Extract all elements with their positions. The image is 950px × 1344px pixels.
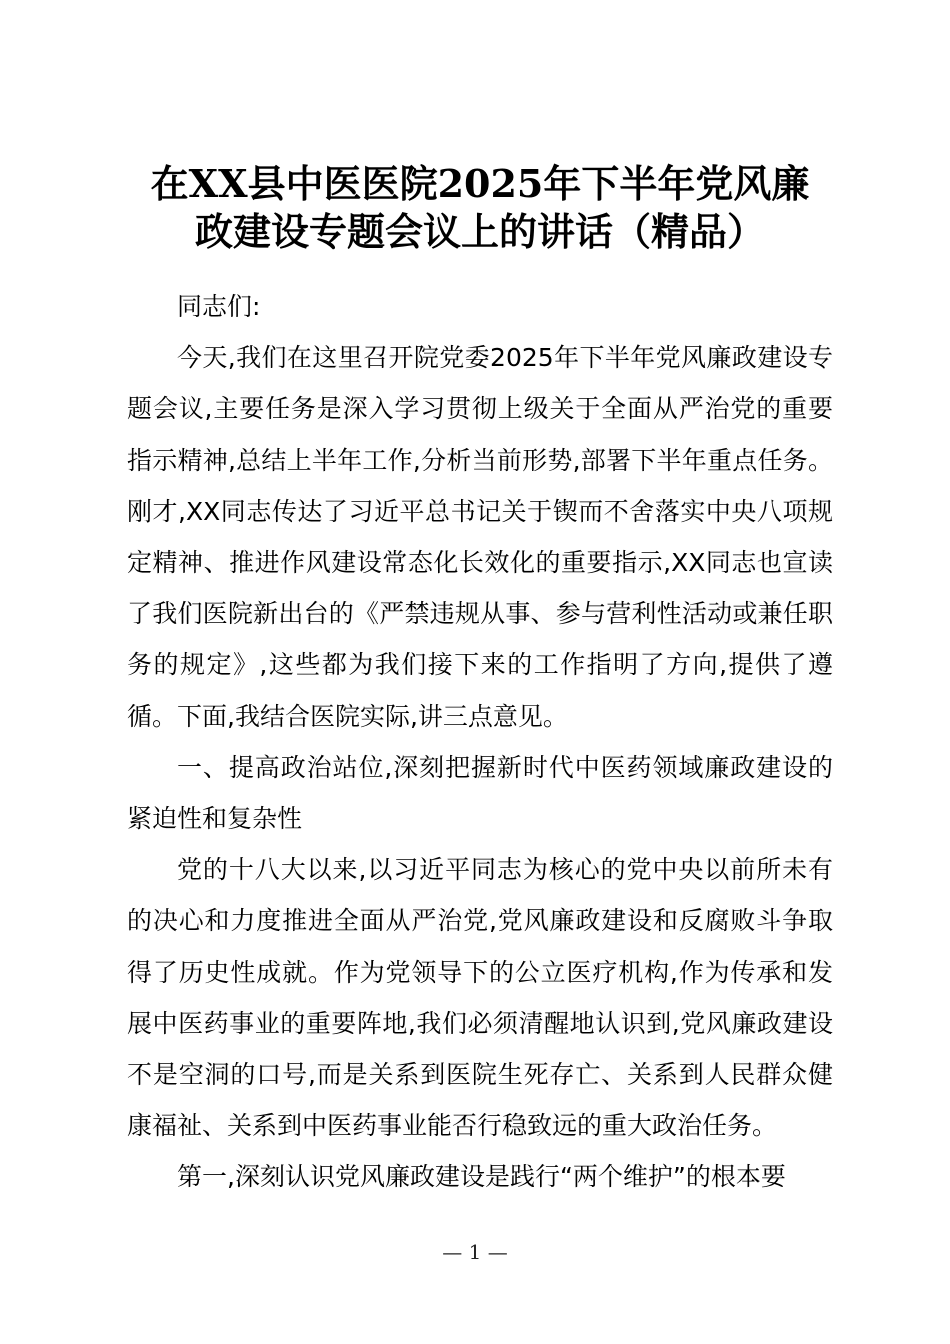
title-line-2: 政建设专题会议上的讲话（精品） [194, 209, 765, 254]
paragraph-context: 党的十八大以来,以习近平同志为核心的党中央以前所未有的决心和力度推进全面从严治党,党风廉政建设和反腐败斗争取得了历史性成就。作为党领导下的公立医疗机构,作为传承和发展中医药事业的重要阵地,我们必须清醒地认识到,党风廉政建设不是空洞的口号,而是关系到医院生死存亡、关系到人民群众健康福祉、关系到中医药事业能否行稳致远的重大政治任务。 [127, 855, 833, 1141]
document-body [127, 281, 833, 1203]
paragraph-point-1: 第一,深刻认识党风廉政建设是践行“两个维护”的根本要 [177, 1162, 786, 1192]
document-title [100, 160, 860, 256]
title-line-1: 在XX县中医医院2025年下半年党风廉 [150, 161, 810, 206]
paragraph-intro: 今天,我们在这里召开院党委2025年下半年党风廉政建设专题会议,主要任务是深入学习贯彻上级关于全面从严治党的重要指示精神,总结上半年工作,分析当前形势,部署下半年重点任务。刚才,XX同志传达了习近平总书记关于锲而不舍落实中央八项规定精神、推进作风建设常态化长效化的重要指示,XX同志也宣读了我们医院新出台的《严禁违规从事、参与营利性活动或兼任职务的规定》,这些都为我们接下来的工作指明了方向,提供了遵循。下面,我结合医院实际,讲三点意见。 [127, 343, 833, 731]
greeting: 同志们: [177, 292, 261, 321]
section-heading-1: 一、提高政治站位,深刻把握新时代中医药领域廉政建设的紧迫性和复杂性 [127, 752, 833, 834]
page-number: — 1 — [442, 1240, 508, 1264]
